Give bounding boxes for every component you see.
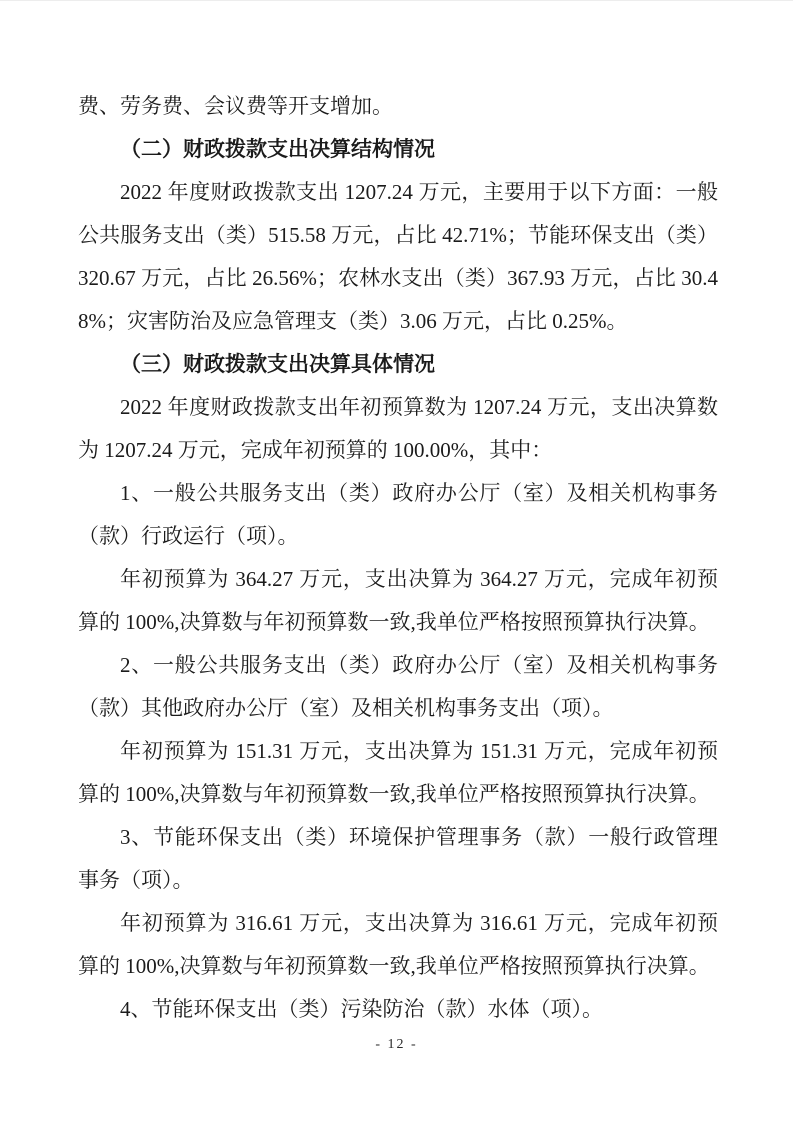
- paragraph-expenditure-structure-detail: 2022 年度财政拨款支出 1207.24 万元，主要用于以下方面：一般公共服务支出（类）515.58 万元，占比 42.71%；节能环保支出（类）320.67 万元，占比 26.56%；农林水支出（类）367.93 万元，占比 30.48%；灾害防治及应急管理支（类）3.06 万元，占比 0.25%。: [78, 180, 718, 333]
- paragraph-item-2-title: 2、一般公共服务支出（类）政府办公厅（室）及相关机构事务（款）其他政府办公厅（室）及相关机构事务支出（项）。: [78, 653, 718, 720]
- document-body: [78, 85, 718, 1031]
- paragraph-item-4-title: 4、节能环保支出（类）污染防治（款）水体（项）。: [120, 997, 603, 1021]
- paragraph-item-2-figures: 年初预算为 151.31 万元，支出决算为 151.31 万元，完成年初预算的 100%,决算数与年初预算数一致,我单位严格按照预算执行决算。: [78, 739, 718, 806]
- paragraph-budget-vs-final: 2022 年度财政拨款支出年初预算数为 1207.24 万元，支出决算数为 1207.24 万元，完成年初预算的 100.00%，其中：: [78, 395, 718, 462]
- paragraph-item-3-title: 3、节能环保支出（类）环境保护管理事务（款）一般行政管理事务（项）。: [78, 825, 718, 892]
- paragraph-item-1-figures: 年初预算为 364.27 万元，支出决算为 364.27 万元，完成年初预算的 100%,决算数与年初预算数一致,我单位严格按照预算执行决算。: [78, 567, 718, 634]
- paragraph-item-3-figures: 年初预算为 316.61 万元，支出决算为 316.61 万元，完成年初预算的 100%,决算数与年初预算数一致,我单位严格按照预算执行决算。: [78, 911, 718, 978]
- section-heading-3-expenditure-specifics: （三）财政拨款支出决算具体情况: [120, 352, 435, 376]
- paragraph-item-1-title: 1、一般公共服务支出（类）政府办公厅（室）及相关机构事务（款）行政运行（项）。: [78, 481, 718, 548]
- paragraph-continued-expense-increase: 费、劳务费、会议费等开支增加。: [78, 94, 393, 118]
- page-number: - 12 -: [375, 1037, 418, 1052]
- section-heading-2-expenditure-structure: （二）财政拨款支出决算结构情况: [120, 137, 435, 161]
